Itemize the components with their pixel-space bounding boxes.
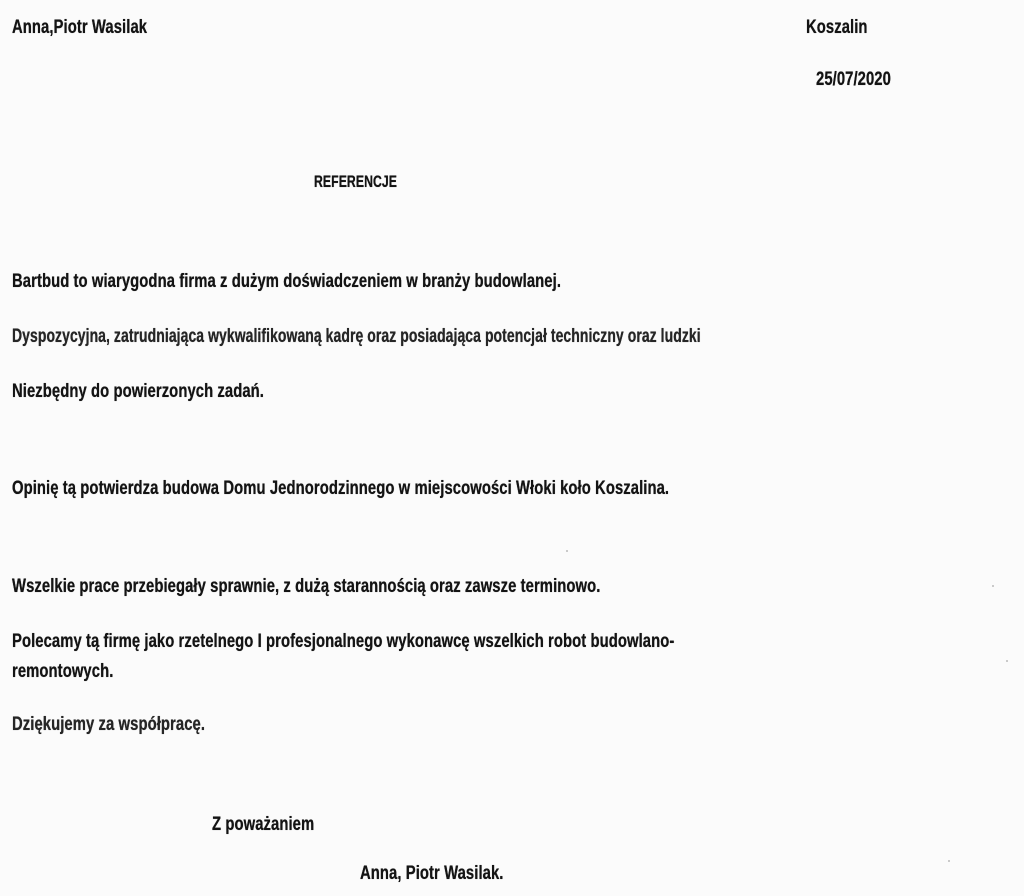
signature: Anna, Piotr Wasilak.: [360, 863, 504, 884]
paragraph1-line3: Niezbędny do powierzonych zadań.: [12, 381, 265, 402]
city: Koszalin: [806, 17, 868, 38]
letter-date: 25/07/2020: [816, 69, 891, 90]
closing: Z poważaniem: [212, 814, 315, 835]
scan-speck: [1006, 660, 1008, 662]
paragraph4-line1: Polecamy tą firmę jako rzetelnego I profesjonalnego wykonawcę wszelkich robot budowlano-: [12, 631, 675, 652]
paragraph1-line2: Dyspozycyjna, zatrudniająca wykwalifikowaną kadrę oraz posiadająca potencjał techniczny oraz ludzki: [12, 326, 701, 347]
paragraph1-line1: Bartbud to wiarygodna firma z dużym doświadczeniem w branży budowlanej.: [12, 271, 562, 292]
scan-speck: [992, 585, 994, 587]
sender-name: Anna,Piotr Wasilak: [12, 17, 148, 38]
letter-title: REFERENCJE: [314, 172, 398, 191]
scan-speck: [566, 550, 568, 552]
scan-speck: [948, 860, 950, 862]
paragraph3: Wszelkie prace przebiegały sprawnie, z dużą starannością oraz zawsze terminowo.: [12, 576, 601, 597]
paragraph4-line2: remontowych.: [12, 661, 114, 682]
paragraph2: Opinię tą potwierdza budowa Domu Jednorodzinnego w miejscowości Włoki koło Koszalina.: [12, 478, 670, 499]
thanks-line: Dziękujemy za współpracę.: [12, 714, 206, 735]
